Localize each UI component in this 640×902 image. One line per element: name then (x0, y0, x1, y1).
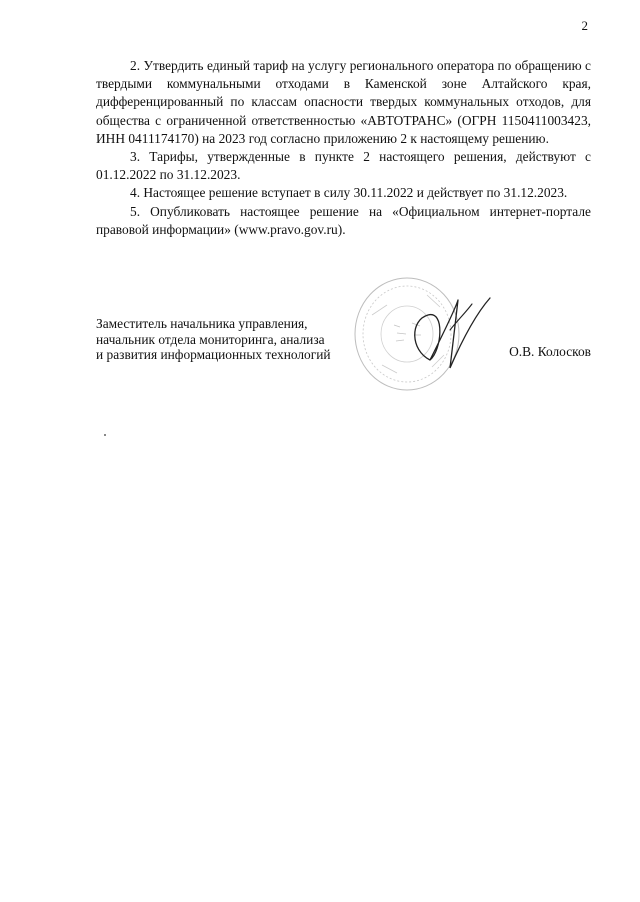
paragraph-5: 5. Опубликовать настоящее решение на «Официальном интернет-портале правовой информации» (www.pravo.gov.ru). (96, 203, 591, 237)
paragraph-2: 2. Утвердить единый тариф на услугу регионального оператора по обращению с твердыми коммунальными отходами в Каменской зоне Алтайского края, дифференцированный по классам опасности твердых коммунальных отходов, для общества с ограниченной ответственностью «АВТОТРАНС» (ОГРН 1150411003423, ИНН 0411174170) на 2023 год согласно приложению 2 к настоящему решению. (96, 58, 591, 146)
page-number: 2 (581, 18, 588, 33)
signature-block (96, 316, 591, 396)
signer-position-line: Заместитель начальника управления, (96, 316, 308, 331)
paragraph-3: 3. Тарифы, утвержденные в пункте 2 настоящего решения, действуют с 01.12.2022 по 31.12.2023. (96, 149, 591, 183)
scan-speck (104, 434, 106, 436)
signer-position-line: и развития информационных технологий (96, 347, 331, 362)
decision-body (96, 57, 591, 239)
signer-position-line: начальник отдела мониторинга, анализа (96, 331, 325, 347)
paragraph-4: 4. Настоящее решение вступает в силу 30.11.2022 и действует по 31.12.2023. (130, 185, 568, 201)
signer-name: О.В. Колосков (509, 344, 591, 359)
signer-position (96, 316, 331, 363)
